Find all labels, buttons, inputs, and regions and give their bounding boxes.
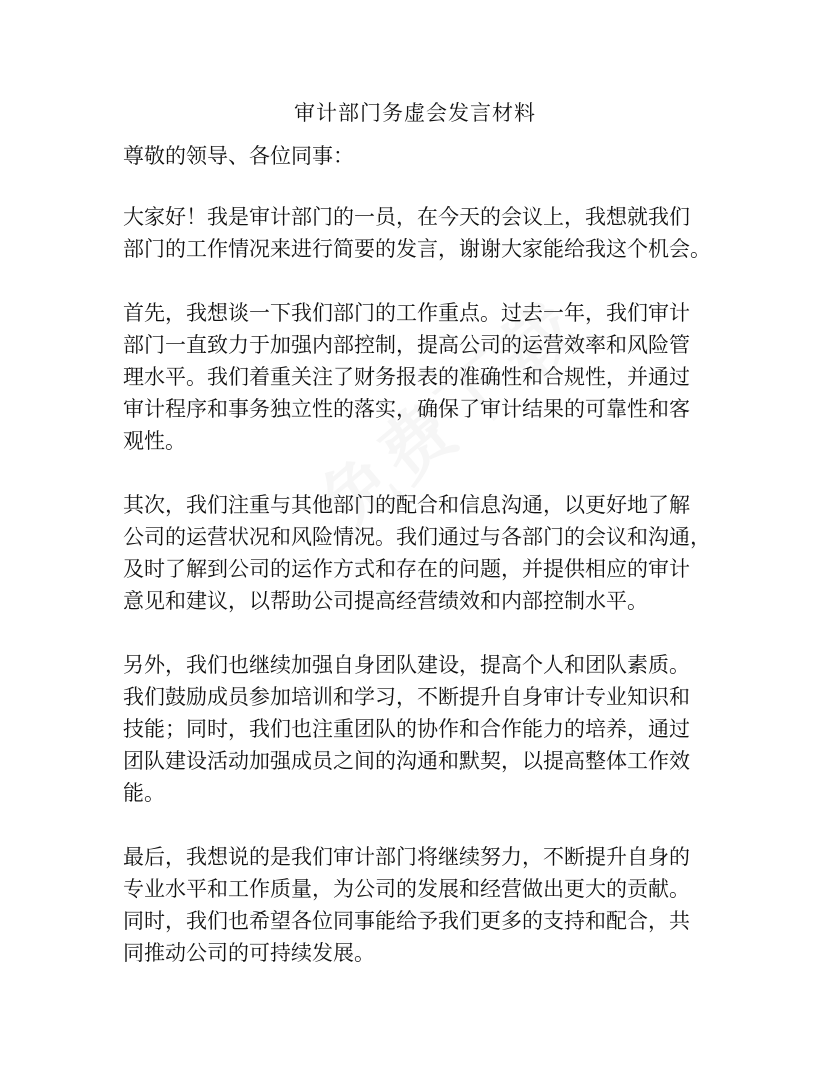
salutation: 尊敬的领导、各位同事：: [123, 144, 354, 168]
text-line: 观性。: [123, 429, 186, 453]
text-line: 能。: [123, 781, 165, 805]
paragraph-communication: [123, 489, 723, 617]
text-line: 部门一直致力于加强内部控制，提高公司的运营效率和风险管: [123, 333, 690, 357]
text-line: 同推动公司的可持续发展。: [123, 941, 375, 965]
text-line: 及时了解到公司的运作方式和存在的问题，并提供相应的审计: [123, 557, 690, 581]
text-line: 技能；同时，我们也注重团队的协作和合作能力的培养，通过: [123, 717, 690, 741]
text-line: 意见和建议，以帮助公司提高经营绩效和内部控制水平。: [123, 589, 648, 613]
text-line: 其次，我们注重与其他部门的配合和信息沟通，以更好地了解: [123, 493, 690, 517]
text-line: 我们鼓励成员参加培训和学习，不断提升自身审计专业知识和: [123, 685, 690, 709]
paragraph-intro: [123, 201, 723, 265]
document-title: 审计部门务虚会发言材料: [294, 101, 536, 125]
paragraph-closing: [123, 841, 723, 969]
text-line: 理水平。我们着重关注了财务报表的准确性和合规性，并通过: [123, 365, 690, 389]
text-line: 另外，我们也继续加强自身团队建设，提高个人和团队素质。: [123, 653, 690, 677]
text-line: 专业水平和工作质量，为公司的发展和经营做出更大的贡献。: [123, 877, 690, 901]
paragraph-work-focus: [123, 297, 723, 457]
text-line: 大家好！我是审计部门的一员，在今天的会议上，我想就我们: [123, 205, 690, 229]
document-body: [123, 201, 723, 1001]
text-line: 团队建设活动加强成员之间的沟通和默契，以提高整体工作效: [123, 749, 690, 773]
text-line: 同时，我们也希望各位同事能给予我们更多的支持和配合，共: [123, 909, 690, 933]
text-line: 公司的运营状况和风险情况。我们通过与各部门的会议和沟通，: [123, 525, 711, 549]
paragraph-team-building: [123, 649, 723, 809]
text-line: 首先，我想谈一下我们部门的工作重点。过去一年，我们审计: [123, 301, 690, 325]
text-line: 部门的工作情况来进行简要的发言，谢谢大家能给我这个机会。: [123, 237, 711, 261]
text-line: 最后，我想说的是我们审计部门将继续努力，不断提升自身的: [123, 845, 690, 869]
text-line: 审计程序和事务独立性的落实，确保了审计结果的可靠性和客: [123, 397, 690, 421]
